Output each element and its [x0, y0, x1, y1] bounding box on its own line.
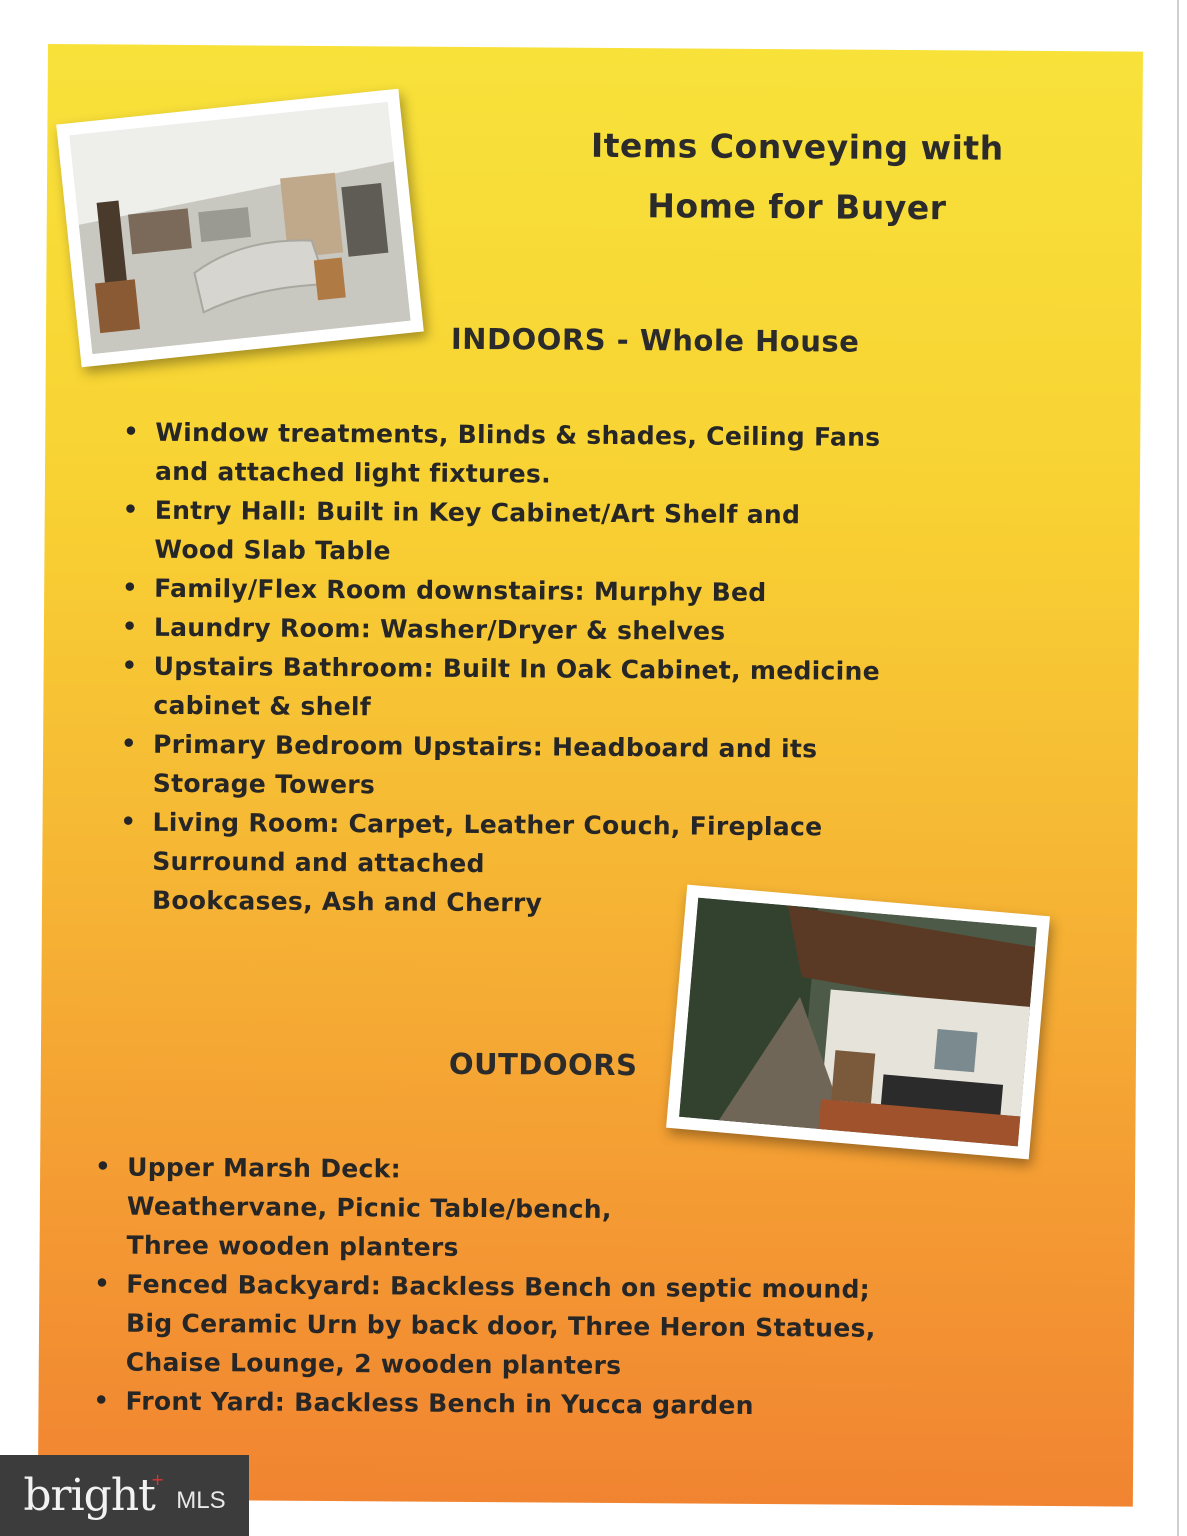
title-line-2: Home for Buyer [647, 186, 947, 228]
watermark-star-icon: + [150, 1470, 165, 1489]
list-item: • Family/Flex Room downstairs: Murphy Bed [122, 569, 1062, 615]
indoors-heading: INDOORS - Whole House [450, 321, 860, 359]
list-item: • Upper Marsh Deck: Weathervane, Picnic Table/bench, Three wooden planters [94, 1147, 1080, 1271]
list-item: • Window treatments, Blinds & shades, Ceiling Fans and attached light fixtures. [123, 413, 1064, 498]
watermark-mls: MLS [176, 1486, 226, 1514]
scan-edge [1177, 0, 1179, 1536]
list-item: • Front Yard: Backless Bench in Yucca garden [93, 1381, 1078, 1427]
porch-photo [666, 885, 1050, 1160]
watermark-brand: bright [23, 1470, 155, 1521]
list-item: • Living Room: Carpet, Leather Couch, Fireplace Surround and attached Bookcases, Ash and Cherry [120, 803, 1061, 927]
list-item: • Entry Hall: Built in Key Cabinet/Art Shelf and Wood Slab Table [122, 491, 1063, 576]
list-item: • Laundry Room: Washer/Dryer & shelves [122, 608, 1062, 654]
living-room-image [69, 102, 410, 354]
flyer-title [517, 115, 1078, 239]
outdoor-items-list [93, 1147, 1080, 1427]
list-item: • Upstairs Bathroom: Built In Oak Cabinet, medicine cabinet & shelf [121, 647, 1062, 732]
indoor-items-list [120, 413, 1064, 927]
title-line-1: Items Conveying with [590, 125, 1004, 168]
bright-mls-watermark [0, 1455, 249, 1536]
porch-image [679, 898, 1037, 1147]
list-item: • Fenced Backyard: Backless Bench on septic mound; Big Ceramic Urn by back door, Three Heron Statues, Chaise Lounge, 2 wooden planters [94, 1264, 1080, 1388]
living-room-photo [56, 89, 424, 368]
outdoors-heading: OUTDOORS [448, 1046, 638, 1083]
list-item: • Primary Bedroom Upstairs: Headboard and its Storage Towers [121, 725, 1062, 810]
